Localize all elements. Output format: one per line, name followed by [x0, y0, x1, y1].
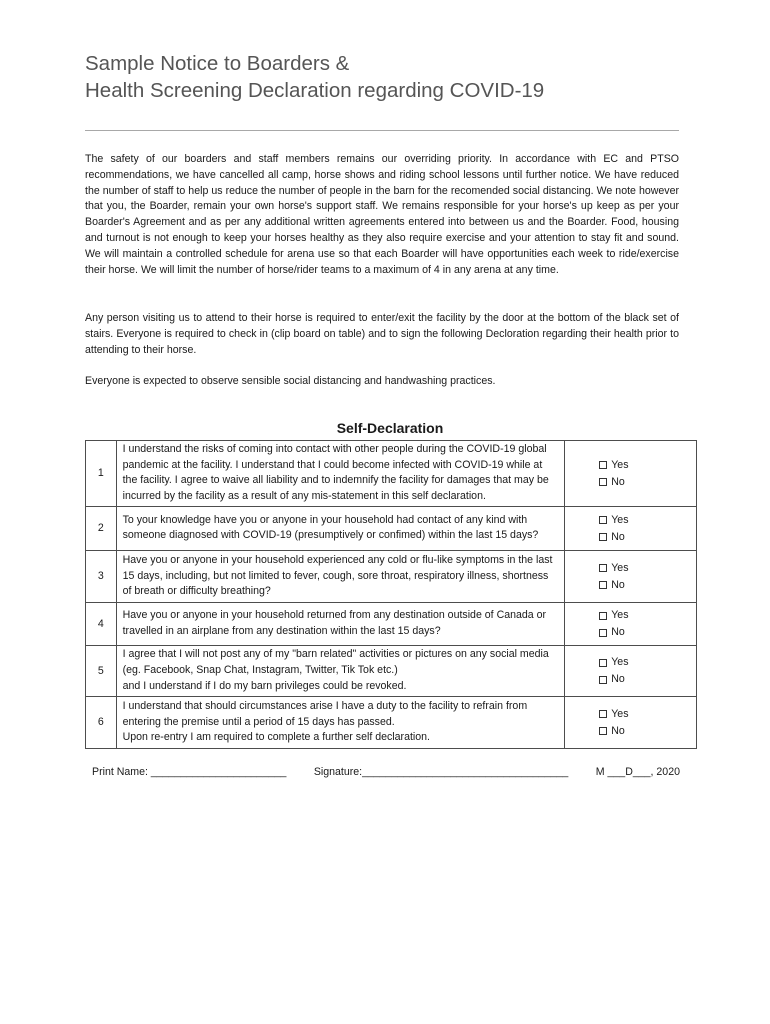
no-option[interactable] — [599, 577, 695, 594]
checkbox-icon[interactable] — [599, 710, 607, 718]
checkbox-icon[interactable] — [599, 629, 607, 637]
no-option[interactable] — [599, 624, 695, 641]
table-row — [86, 646, 697, 697]
checkbox-icon[interactable] — [599, 533, 607, 541]
yes-option[interactable] — [599, 654, 695, 671]
row-number: 3 — [86, 551, 117, 603]
intro-paragraph: The safety of our boarders and staff members remains our overriding priority. In accordance with EC and PTSO recommendations, we have cancelled all camp, horse shows and riding school lessons until further notice. We have reduced the number of staff to help us reduce the number of people in the barn for the recomended social distancing. We note however that you, the Boarder, remain your own horse's support staff. We remains responsible for your horse's up keep as per your Boarder's Agreement and as per any additional written agreements entered into between us and the Boarder. Food, housing and turnout is not enough to keep your horses healthy as they also require exercise and your attention to stay fit and sound. We will maintain a controlled schedule for arena use so that each Boarder will have opportunities each week to ride/exercise their horse. We will limit the number of horse/rider teams to a maximum of 4 in any arena at any time. — [85, 153, 679, 276]
yes-option[interactable] — [599, 560, 695, 577]
title-line-1: Sample Notice to Boarders & — [85, 52, 350, 75]
no-label: No — [611, 626, 625, 639]
no-option[interactable] — [599, 474, 695, 491]
checkbox-icon[interactable] — [599, 581, 607, 589]
no-label: No — [611, 578, 625, 591]
answer-cell — [565, 441, 697, 507]
yes-label: Yes — [611, 561, 629, 574]
no-option[interactable] — [599, 529, 695, 546]
answer-cell — [565, 603, 697, 646]
answer-cell — [565, 551, 697, 603]
yes-label: Yes — [611, 458, 629, 471]
answer-cell — [565, 507, 697, 551]
checkbox-icon[interactable] — [599, 612, 607, 620]
no-label: No — [611, 475, 625, 488]
title-divider — [85, 130, 679, 131]
no-label: No — [611, 673, 625, 686]
print-name-field[interactable]: Print Name: _______________________ — [92, 766, 287, 778]
row-number: 2 — [86, 507, 117, 551]
distancing-paragraph: Everyone is expected to observe sensible social distancing and handwashing practices. — [85, 375, 496, 387]
checkbox-icon[interactable] — [599, 478, 607, 486]
title-line-2: Health Screening Declaration regarding COVID-19 — [85, 79, 545, 102]
question-text: Have you or anyone in your household returned from any destination outside of Canada or travelled in an airplane from any destination within the last 15 days? — [116, 603, 565, 646]
no-label: No — [611, 724, 625, 737]
yes-label: Yes — [611, 656, 629, 669]
entry-paragraph: Any person visiting us to attend to their horse is required to enter/exit the facility by the door at the bottom of the black set of stairs. Everyone is required to check in (clip board on table) and to sign the following Decloration regarding their health prior to attending to their horse. — [85, 312, 679, 356]
question-text: Have you or anyone in your household experienced any cold or flu-like symptoms in the last 15 days, including, but not limited to fever, cough, sore throat, respiratory illness, shortness of breath or difficulty breathing? — [116, 551, 565, 603]
question-text: I understand the risks of coming into contact with other people during the COVID-19 global pandemic at the facility. I understand that I could become infected with COVID-19 while at the facility. I agree to waive all liability and to indemnify the facility for damages that may be incurred by the facility as a result of any mis-statement in this self declaration. — [116, 441, 565, 507]
date-field[interactable]: M ___D___, 2020 — [595, 766, 680, 778]
checkbox-icon[interactable] — [599, 676, 607, 684]
table-row — [86, 441, 697, 507]
page-title — [85, 50, 685, 104]
yes-option[interactable] — [599, 512, 695, 529]
yes-label: Yes — [611, 707, 629, 720]
signature-line — [92, 766, 680, 778]
no-label: No — [611, 530, 625, 543]
table-row — [86, 697, 697, 749]
question-text: I understand that should circumstances arise I have a duty to the facility to refrain from entering the premise until a period of 15 days has passed. Upon re-entry I am required to complete a further self declaration. — [116, 697, 565, 749]
table-row — [86, 507, 697, 551]
row-number: 5 — [86, 646, 117, 697]
question-text: To your knowledge have you or anyone in your household had contact of any kind with someone diagnosed with COVID-19 (presumptively or confimed) within the last 15 days? — [116, 507, 565, 551]
checkbox-icon[interactable] — [599, 727, 607, 735]
self-declaration-heading: Self-Declaration — [336, 420, 444, 436]
yes-option[interactable] — [599, 607, 695, 624]
checkbox-icon[interactable] — [599, 461, 607, 469]
row-number: 6 — [86, 697, 117, 749]
declaration-table — [85, 440, 697, 749]
yes-option[interactable] — [599, 457, 695, 474]
no-option[interactable] — [599, 671, 695, 688]
no-option[interactable] — [599, 723, 695, 740]
yes-label: Yes — [611, 513, 629, 526]
answer-cell — [565, 646, 697, 697]
table-row — [86, 603, 697, 646]
table-row — [86, 551, 697, 603]
checkbox-icon[interactable] — [599, 564, 607, 572]
row-number: 1 — [86, 441, 117, 507]
answer-cell — [565, 697, 697, 749]
signature-field[interactable]: Signature:___________________________________ — [313, 766, 569, 778]
yes-option[interactable] — [599, 706, 695, 723]
checkbox-icon[interactable] — [599, 516, 607, 524]
checkbox-icon[interactable] — [599, 659, 607, 667]
question-text: I agree that I will not post any of my "barn related" activities or pictures on any social media (eg. Facebook, Snap Chat, Instagram, Twitter, Tik Tok etc.) and I understand if I do my barn privileges could be revoked. — [116, 646, 565, 697]
row-number: 4 — [86, 603, 117, 646]
yes-label: Yes — [611, 609, 629, 622]
